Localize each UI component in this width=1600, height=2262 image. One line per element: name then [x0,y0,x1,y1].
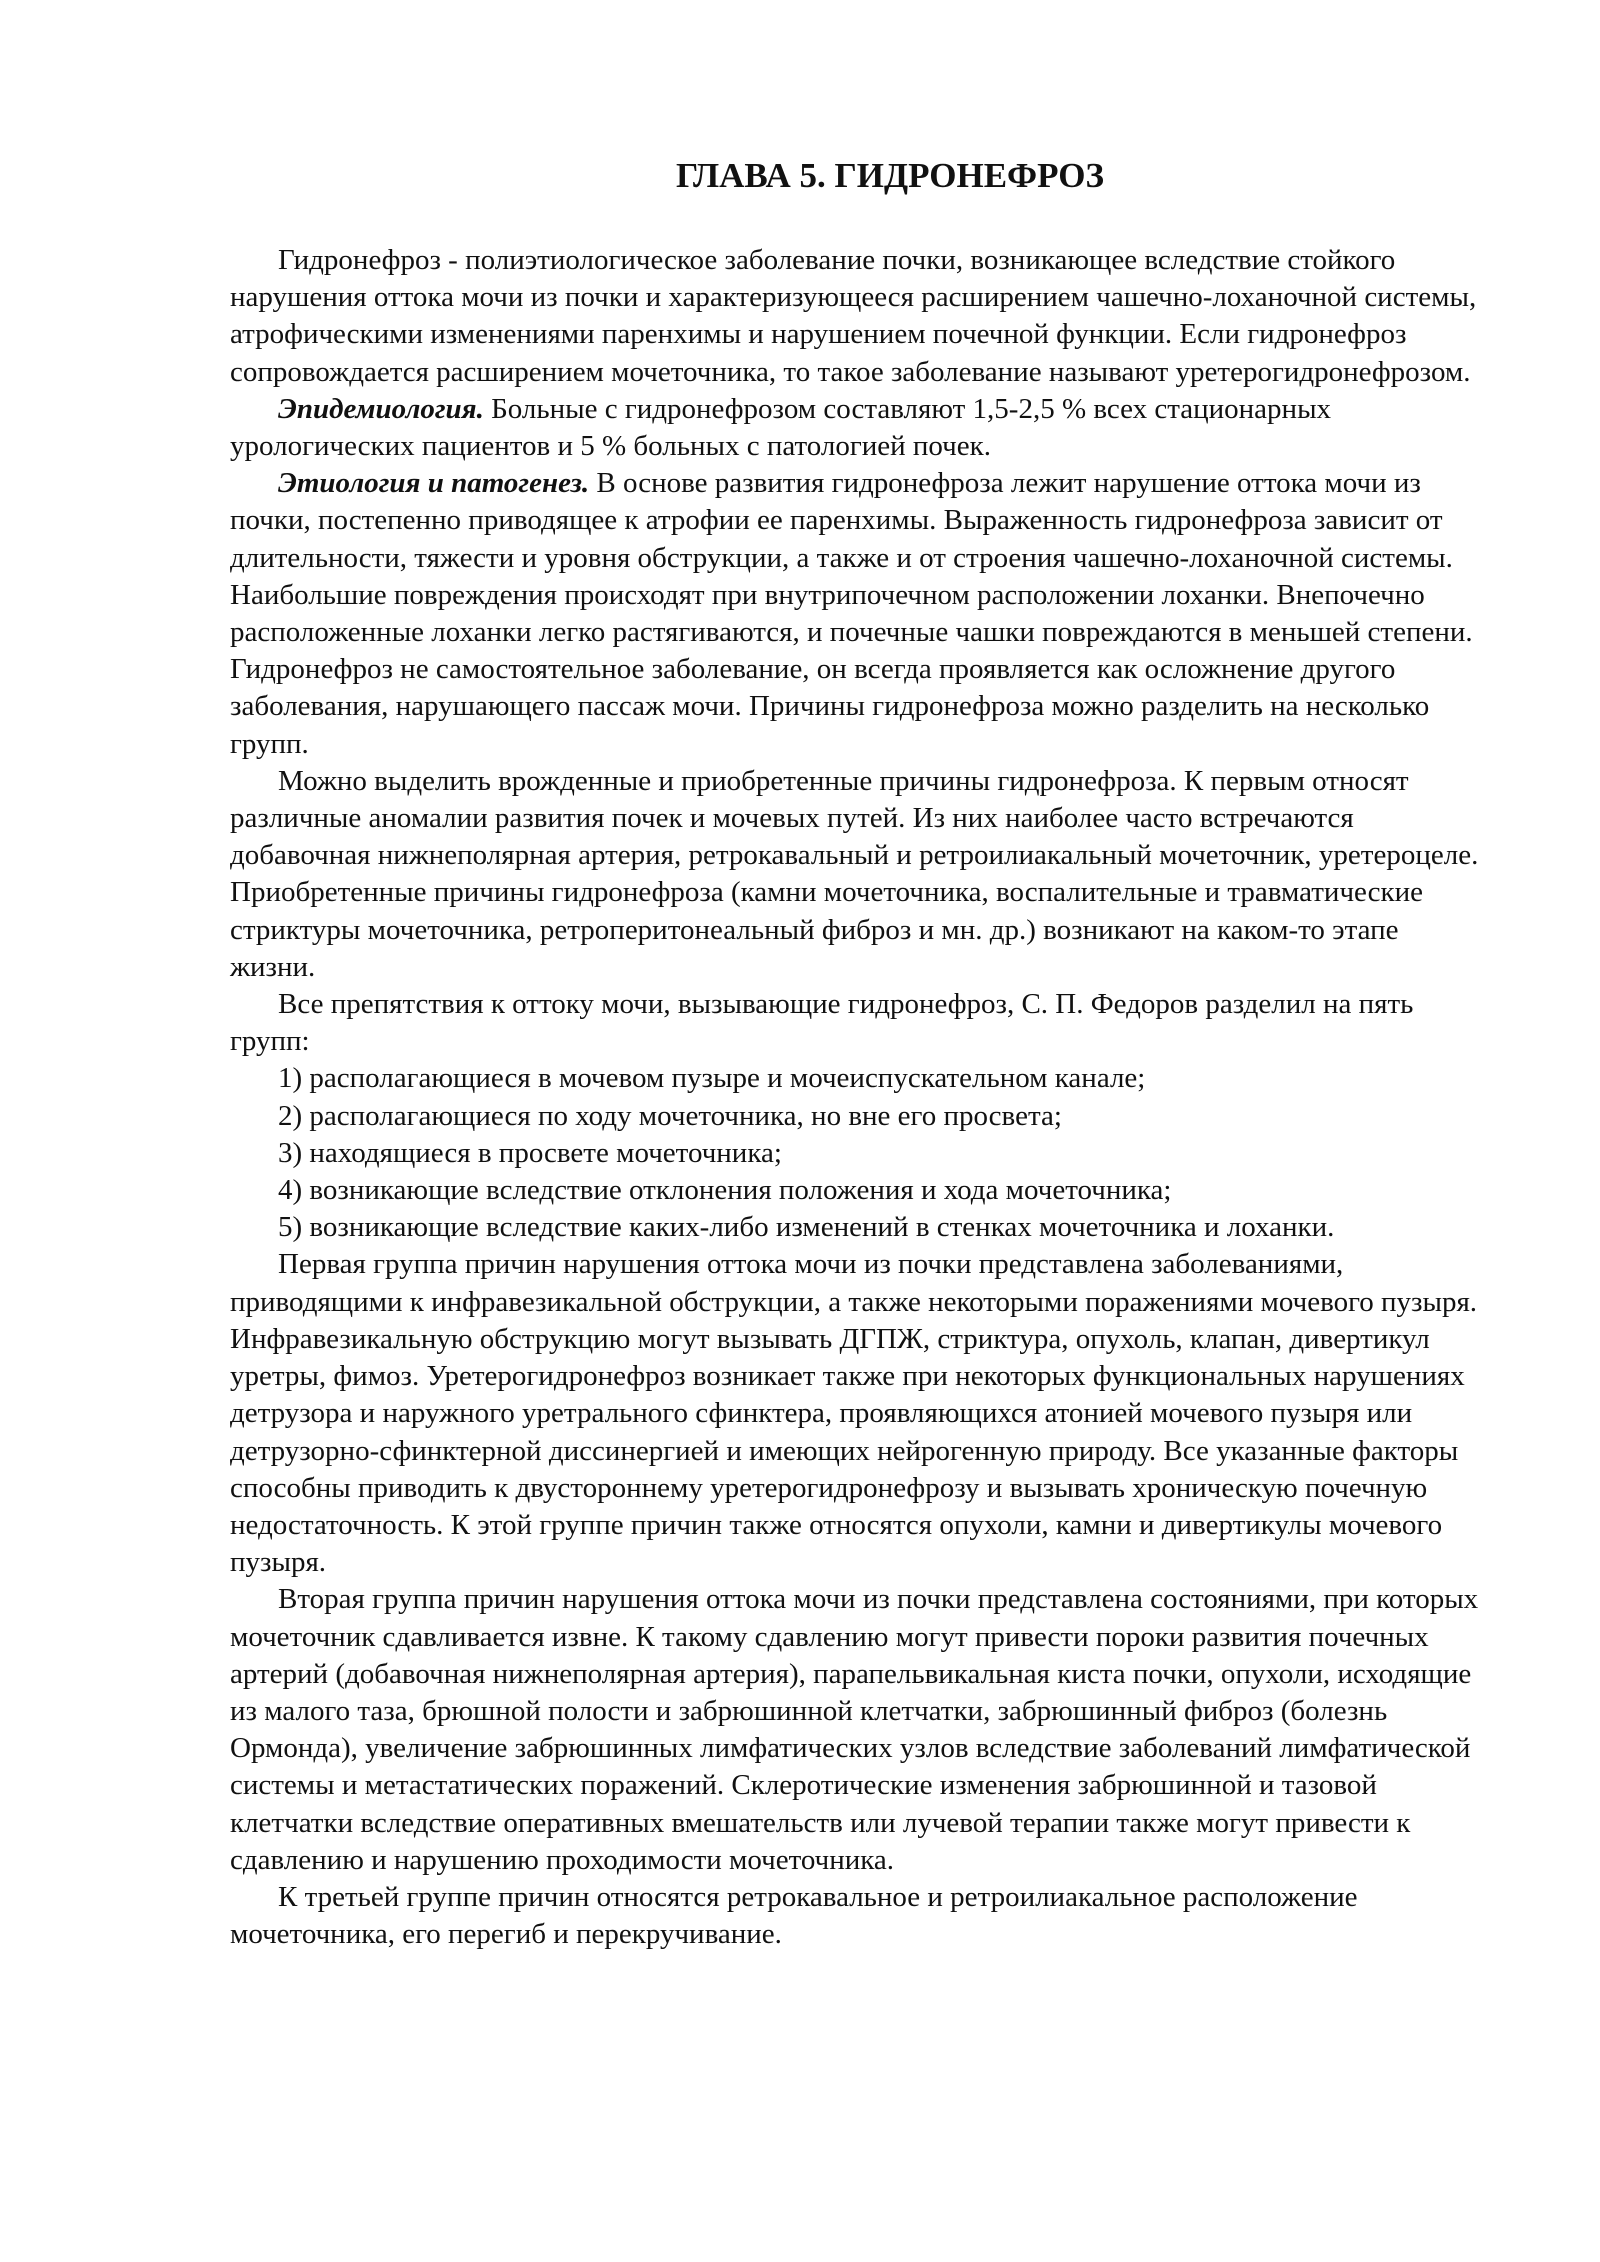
chapter-title: ГЛАВА 5. ГИДРОНЕФРОЗ [676,156,1104,195]
group2-paragraph: Вторая группа причин нарушения оттока мочи из почки представлена состояниями, при которых мочеточник сдавливается извне. К такому сдавлению могут привести пороки развития почечных артерий (добавочная нижнеполярная артерия), парапельвикальная киста почки, опухоли, исходящие из малого таза, брюшной полости и забрюшинной клетчатки, забрюшинный фиброз (болезнь Ормонда), увеличение забрюшинных лимфатических узлов вследствие заболеваний лимфатической системы и метастатических поражений. Склеротические изменения забрюшинной и тазовой клетчатки вследствие оперативных вмешательств или лучевой терапии также могут привести к сдавлению и нарушению проходимости мочеточника. [230,1583,1479,1876]
epidemiology-text: Больные с гидронефрозом составляют 1,5-2,5 % всех стационарных урологических пациентов и 5 % больных с патологией почек. [230,392,1332,463]
group-list-item-4: 4) возникающие вследствие отклонения положения и хода мочеточника; [278,1174,1172,1207]
document-body [230,242,1490,1953]
group3-paragraph: К третьей группе причин относятся ретрокавальное и ретроилиакальное расположение мочеточника, его перегиб и перекручивание. [230,1880,1358,1951]
epidemiology-paragraph [230,391,1490,465]
group1-paragraph: Первая группа причин нарушения оттока мочи из почки представлена заболеваниями, приводящими к инфравезикальной обструкции, а также некоторыми поражениями мочевого пузыря. Инфравезикальную обструкцию могут вызывать ДГПЖ, стриктура, опухоль, клапан, дивертикул уретры, фимоз. Уретерогидронефроз возникает также при некоторых функциональных нарушениях детрузора и наружного уретрального сфинктера, проявляющихся атонией мочевого пузыря или детрузорно-сфинктерной диссинергией и имеющих нейрогенную природу. Все указанные факторы способны приводить к двустороннему уретерогидронефрозу и вызывать хроническую почечную недостаточность. К этой группе причин также относятся опухоли, камни и дивертикулы мочевого пузыря. [230,1248,1478,1579]
group-list-item-3: 3) находящиеся в просвете мочеточника; [278,1136,782,1169]
group-list-item-2: 2) располагающиеся по ходу мочеточника, но вне его просвета; [278,1099,1062,1132]
group-list-item-5: 5) возникающие вследствие каких-либо изменений в стенках мочеточника и лоханки. [278,1211,1335,1244]
etiology-text: В основе развития гидронефроза лежит нарушение оттока мочи из почки, постепенно приводящее к атрофии ее паренхимы. Выраженность гидронефроза зависит от длительности, тяжести и уровня обструкции, а также и от строения чашечно-лоханочной системы. Наибольшие повреждения происходят при внутрипочечном расположении лоханки. Внепочечно расположенные лоханки легко растягиваются, и почечные чашки повреждаются в меньшей степени. Гидронефроз не самостоятельное заболевание, он всегда проявляется как осложнение другого заболевания, нарушающего пассаж мочи. Причины гидронефроза можно разделить на несколько групп. [230,467,1473,760]
intro-paragraph: Гидронефроз - полиэтиологическое заболевание почки, возникающее вследствие стойкого нарушения оттока мочи из почки и характеризующееся расширением чашечно-лоханочной системы, атрофическими изменениями паренхимы и нарушением почечной функции. Если гидронефроз сопровождается расширением мочеточника, то такое заболевание называют уретерогидронефрозом. [230,244,1477,388]
etiology-heading: Этиология и патогенез. [278,467,590,500]
causes-paragraph: Можно выделить врожденные и приобретенные причины гидронефроза. К первым относят различные аномалии развития почек и мочевых путей. Из них наиболее часто встречаются добавочная нижнеполярная артерия, ретрокавальный и ретроилиакальный мочеточник, уретероцеле. Приобретенные причины гидронефроза (камни мочеточника, воспалительные и травматические стриктуры мочеточника, ретроперитонеальный фиброз и мн. др.) возникают на каком-то этапе жизни. [230,764,1479,983]
epidemiology-heading: Эпидемиология. [278,392,484,425]
fedorov-paragraph: Все препятствия к оттоку мочи, вызывающие гидронефроз, С. П. Федоров разделил на пять групп: [230,988,1414,1058]
group-list-item-1: 1) располагающиеся в мочевом пузыре и мочеиспускательном канале; [278,1062,1146,1095]
etiology-paragraph [230,465,1490,763]
